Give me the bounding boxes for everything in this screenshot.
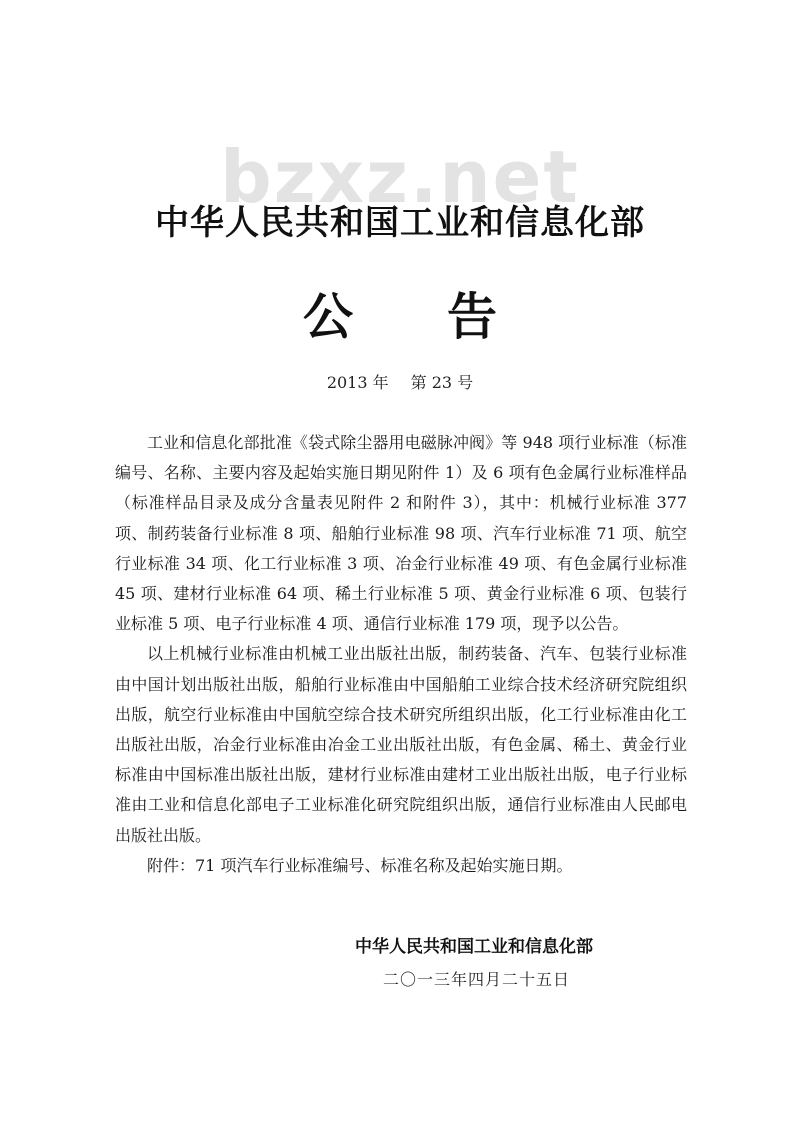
title-char-2: 告 [447, 288, 497, 346]
signature-organization: 中华人民共和国工业和信息化部 [355, 937, 593, 957]
announcement-body [115, 428, 687, 881]
issue-number: 第 23 号 [410, 373, 474, 392]
body-paragraph-1: 工业和信息化部批准《袋式除尘器用电磁脉冲阀》等 948 项行业标准（标准编号、名称、主要内容及起始实施日期见附件 1）及 6 项有色金属行业标准样品（标准样品目录及成分含量表见附件 2 和附件 3），其中：机械行业标准 377 项、制药装备行业标准 8 项、船舶行业标准 98 项、汽车行业标准 71 项、航空行业标准 34 项、化工行业标准 3 项、冶金行业标准 49 项、有色金属行业标准 45 项、建材行业标准 64 项、稀土行业标准 5 项、黄金行业标准 6 项、包装行业标准 5 项、电子行业标准 4 项、通信行业标准 179 项，现予以公告。 [115, 433, 687, 634]
body-paragraph-2: 以上机械行业标准由机械工业出版社出版，制药装备、汽车、包装行业标准由中国计划出版社出版，船舶行业标准由中国船舶工业综合技术经济研究院组织出版，航空行业标准由中国航空综合技术研究所组织出版，化工行业标准由化工出版社出版，冶金行业标准由冶金工业出版社出版，有色金属、稀土、黄金行业标准由中国标准出版社出版，建材行业标准由建材工业出版社出版，电子行业标准由工业和信息化部电子工业标准化研究院组织出版，通信行业标准由人民邮电出版社出版。 [115, 644, 687, 845]
attachment-note: 附件：71 项汽车行业标准编号、标准名称及起始实施日期。 [147, 855, 573, 875]
issue-number-line [0, 370, 800, 396]
document-title [0, 282, 800, 352]
watermark-logo: bzxz.net [220, 135, 580, 219]
issue-year: 2013 年 [326, 373, 389, 392]
ministry-heading: 中华人民共和国工业和信息化部 [155, 203, 645, 243]
title-char-1: 公 [303, 288, 353, 346]
signature-date: 二〇一三年四月二十五日 [383, 970, 571, 989]
